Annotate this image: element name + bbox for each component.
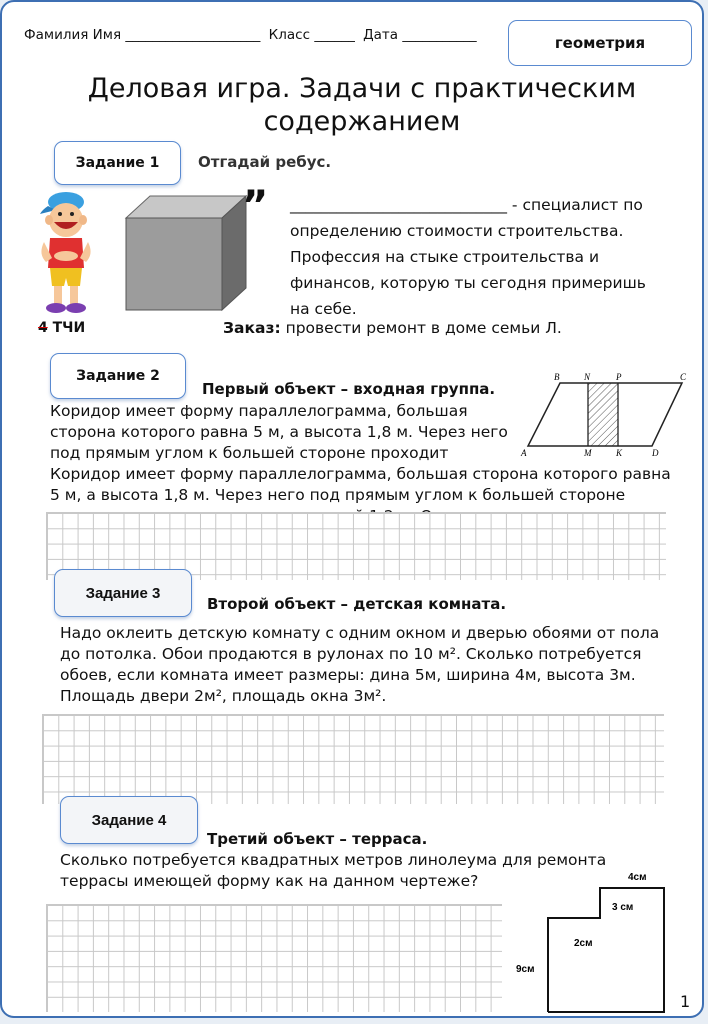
task-1-prompt: Отгадай ребус. bbox=[198, 153, 332, 171]
page-title: Деловая игра. Задачи с практическим содержанием bbox=[87, 73, 637, 137]
task-4-text: Сколько потребуется квадратных метров линолеума для ремонта террасы имеющей форму как на данном чертеже? bbox=[60, 851, 607, 890]
page-number: 1 bbox=[680, 992, 691, 1011]
dim-9cm: 9см bbox=[516, 964, 535, 975]
task-2-text: Коридор имеет форму параллелограмма, большая сторона которого равна 5 м, а высота 1,8 м. Через него под прямым углом к большей стороне bbox=[50, 465, 671, 504]
task-4-badge: Задание 4 bbox=[60, 796, 198, 844]
task-3-text: Надо оклеить детскую комнату с одним окном и дверью обоями от пола до потолка. Обои продаются в рулонах по 10 м². Сколько потребуется обоев, если комната имеет размеры: дина 5м, ширина 4м, высота 3м. Площадь двери 2м², площадь окна 3м². bbox=[60, 624, 660, 705]
rebus-letters bbox=[38, 320, 85, 336]
rebus-quote-mark: ” bbox=[242, 183, 269, 229]
dim-4cm: 4см bbox=[628, 872, 647, 883]
answer-blank: ____________________________ bbox=[290, 196, 507, 214]
rebus-letters-text: ТЧИ bbox=[52, 320, 86, 336]
task-2-heading: Первый объект – входная группа. bbox=[202, 380, 496, 398]
answer-grid-task-4[interactable] bbox=[46, 904, 502, 1012]
parallelogram-diagram bbox=[518, 370, 696, 460]
class-label: Класс bbox=[268, 27, 311, 43]
task-3-heading: Второй объект – детская комната. bbox=[207, 595, 507, 613]
order-label: Заказ: bbox=[223, 319, 281, 337]
vertex-m: M bbox=[584, 448, 592, 458]
task-2-text-part1: Коридор имеет форму параллелограмма, большая сторона которого равна 5 м, а высота 1,8 м. Через него под прямым углом к большей стороне проходит bbox=[50, 402, 508, 462]
dim-2cm: 2см bbox=[574, 938, 593, 949]
vertex-c: C bbox=[680, 372, 687, 382]
subject-badge: геометрия bbox=[508, 20, 692, 66]
vertex-a: A bbox=[521, 448, 527, 458]
terrace-diagram bbox=[512, 864, 672, 1014]
name-label: Фамилия Имя bbox=[24, 27, 122, 43]
date-label: Дата bbox=[363, 27, 399, 43]
answer-grid-task-3[interactable] bbox=[42, 714, 664, 804]
order-text: провести ремонт в доме семьи Л. bbox=[280, 319, 562, 337]
vertex-n: N bbox=[584, 372, 591, 382]
task-1-badge: Задание 1 bbox=[54, 141, 181, 185]
dim-3cm: 3 см bbox=[612, 902, 634, 913]
cartoon-boy-image bbox=[36, 188, 94, 320]
task-1-description bbox=[290, 192, 650, 322]
order-line bbox=[223, 318, 562, 339]
task-4-heading: Третий объект – терраса. bbox=[207, 830, 428, 848]
vertex-k: K bbox=[616, 448, 623, 458]
vertex-b: B bbox=[554, 372, 560, 382]
class-blank: ______ bbox=[314, 27, 355, 43]
vertex-d: D bbox=[652, 448, 659, 458]
cube-image bbox=[122, 194, 250, 314]
name-blank: ____________________ bbox=[125, 27, 261, 43]
vertex-p: P bbox=[616, 372, 622, 382]
date-blank: ___________ bbox=[402, 27, 477, 43]
task-1-text: - специалист по определению стоимости строительства. Профессия на стыке строительства и финансов, которую ты сегодня примеришь на себе. bbox=[290, 196, 646, 318]
rebus-struck-digit: 4 bbox=[38, 320, 48, 336]
student-info-line bbox=[24, 27, 477, 43]
task-2-badge: Задание 2 bbox=[50, 353, 186, 399]
task-3-badge: Задание 3 bbox=[54, 569, 192, 617]
